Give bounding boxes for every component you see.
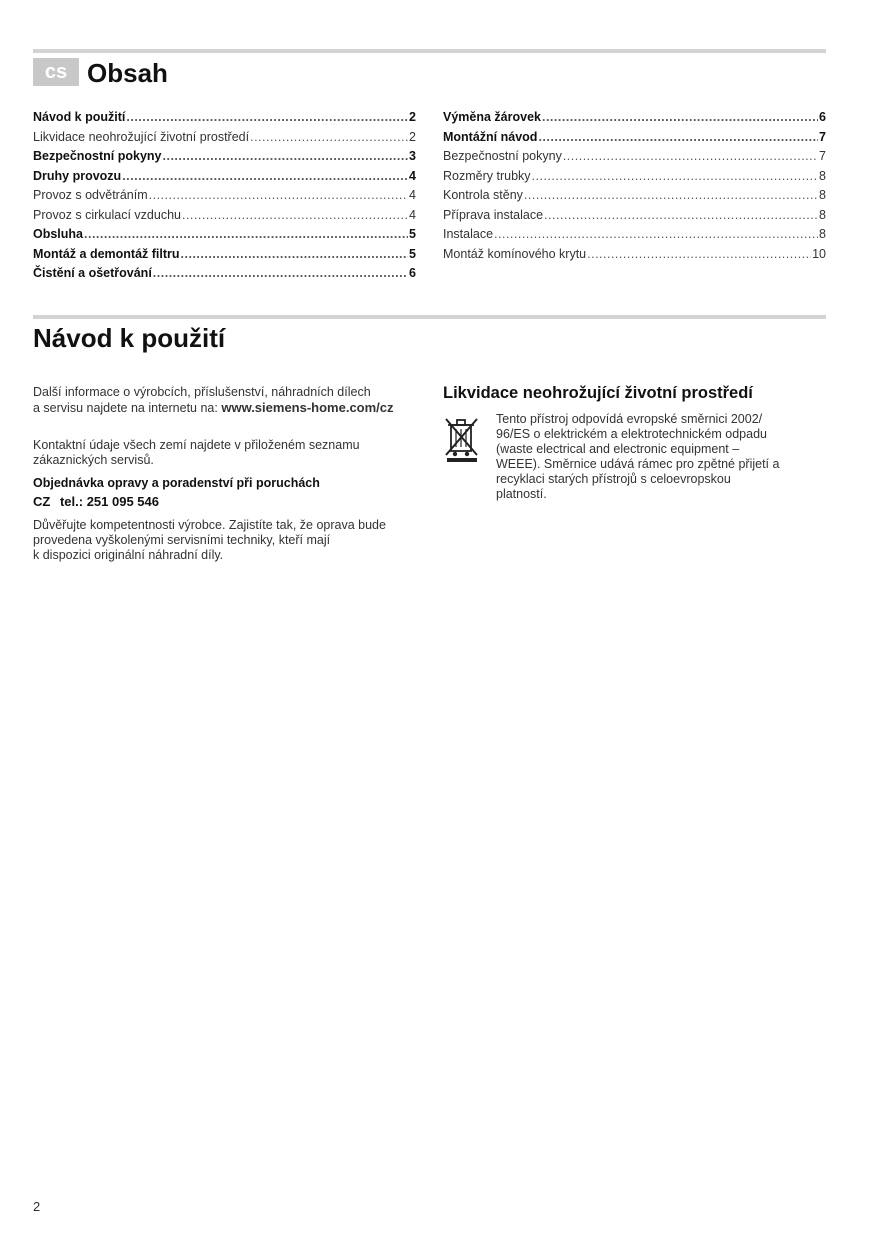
- toc-entry[interactable]: Provoz s odvětráním ..... 4: [33, 186, 416, 206]
- toc-left-column: [33, 108, 416, 284]
- contact-line: Kontaktní údaje všech zemí najdete v přiloženém seznamu: [33, 438, 360, 452]
- disposal-paragraph: [496, 412, 816, 502]
- service-heading: Objednávka opravy a poradenství při poruchách: [33, 476, 320, 490]
- toc-entry[interactable]: Výměna žárovek ..... 6: [443, 108, 826, 128]
- toc-right-column: [443, 108, 826, 264]
- country-code: CZ: [33, 494, 51, 509]
- website-link[interactable]: www.siemens-home.com/cz: [221, 400, 394, 415]
- toc-entry[interactable]: Provoz s cirkulací vzduchu ..... 4: [33, 206, 416, 226]
- language-tag: cs: [33, 58, 79, 86]
- disposal-line: WEEE). Směrnice udává rámec pro zpětné přijetí a: [496, 457, 780, 471]
- contact-paragraph: [33, 438, 433, 468]
- disposal-line: (waste electrical and electronic equipment –: [496, 442, 740, 456]
- trust-paragraph: [33, 518, 433, 563]
- toc-entry[interactable]: Druhy provozu ..... 4: [33, 167, 416, 187]
- contact-line: zákaznických servisů.: [33, 453, 154, 467]
- toc-entry[interactable]: Příprava instalace ..... 8: [443, 206, 826, 226]
- toc-entry[interactable]: Bezpečnostní pokyny ..... 3: [33, 147, 416, 167]
- phone-line: [33, 494, 159, 509]
- disposal-line: recyklaci starých přístrojů s celoevropskou: [496, 472, 731, 486]
- toc-entry[interactable]: Návod k použití ..... 2: [33, 108, 416, 128]
- toc-entry[interactable]: Instalace ..... 8: [443, 225, 826, 245]
- page-title: Obsah: [87, 58, 168, 88]
- info-line: Další informace o výrobcích, příslušenství, náhradních dílech: [33, 385, 371, 399]
- toc-entry[interactable]: Montáž a demontáž filtru ..... 5: [33, 245, 416, 265]
- section-rule: [33, 315, 826, 319]
- phone-number[interactable]: tel.: 251 095 546: [59, 494, 159, 509]
- info-line: [33, 400, 433, 416]
- disposal-heading: Likvidace neohrožující životní prostředí: [443, 384, 753, 402]
- disposal-line: platností.: [496, 487, 547, 501]
- info-line-text: a servisu najdete na internetu na:: [33, 401, 218, 415]
- page-number: 2: [33, 1199, 41, 1214]
- toc-entry[interactable]: Obsluha ..... 5: [33, 225, 416, 245]
- info-paragraph: [33, 385, 433, 416]
- toc-entry[interactable]: Čistění a ošetřování ..... 6: [33, 264, 416, 284]
- toc-entry[interactable]: Montážní návod ..... 7: [443, 128, 826, 148]
- toc-entry[interactable]: Montáž komínového krytu ..... 10: [443, 245, 826, 265]
- toc-entry[interactable]: Bezpečnostní pokyny ..... 7: [443, 147, 826, 167]
- toc-entry[interactable]: Kontrola stěny ..... 8: [443, 186, 826, 206]
- toc-entry[interactable]: Rozměry trubky ..... 8: [443, 167, 826, 187]
- disposal-line: Tento přístroj odpovídá evropské směrnici 2002/: [496, 412, 763, 426]
- trust-line: provedena vyškolenými servisními techniky, kteří mají: [33, 533, 331, 547]
- section-title: Návod k použití: [33, 323, 226, 353]
- trust-line: k dispozici originální náhradní díly.: [33, 548, 224, 562]
- header-rule: [33, 49, 826, 53]
- disposal-line: 96/ES o elektrickém a elektrotechnickém odpadu: [496, 427, 767, 441]
- weee-crossed-bin-icon: [443, 415, 481, 463]
- toc-entry[interactable]: Likvidace neohrožující životní prostředí ..... 2: [33, 128, 416, 148]
- trust-line: Důvěřujte kompetentnosti výrobce. Zajistíte tak, že oprava bude: [33, 518, 386, 532]
